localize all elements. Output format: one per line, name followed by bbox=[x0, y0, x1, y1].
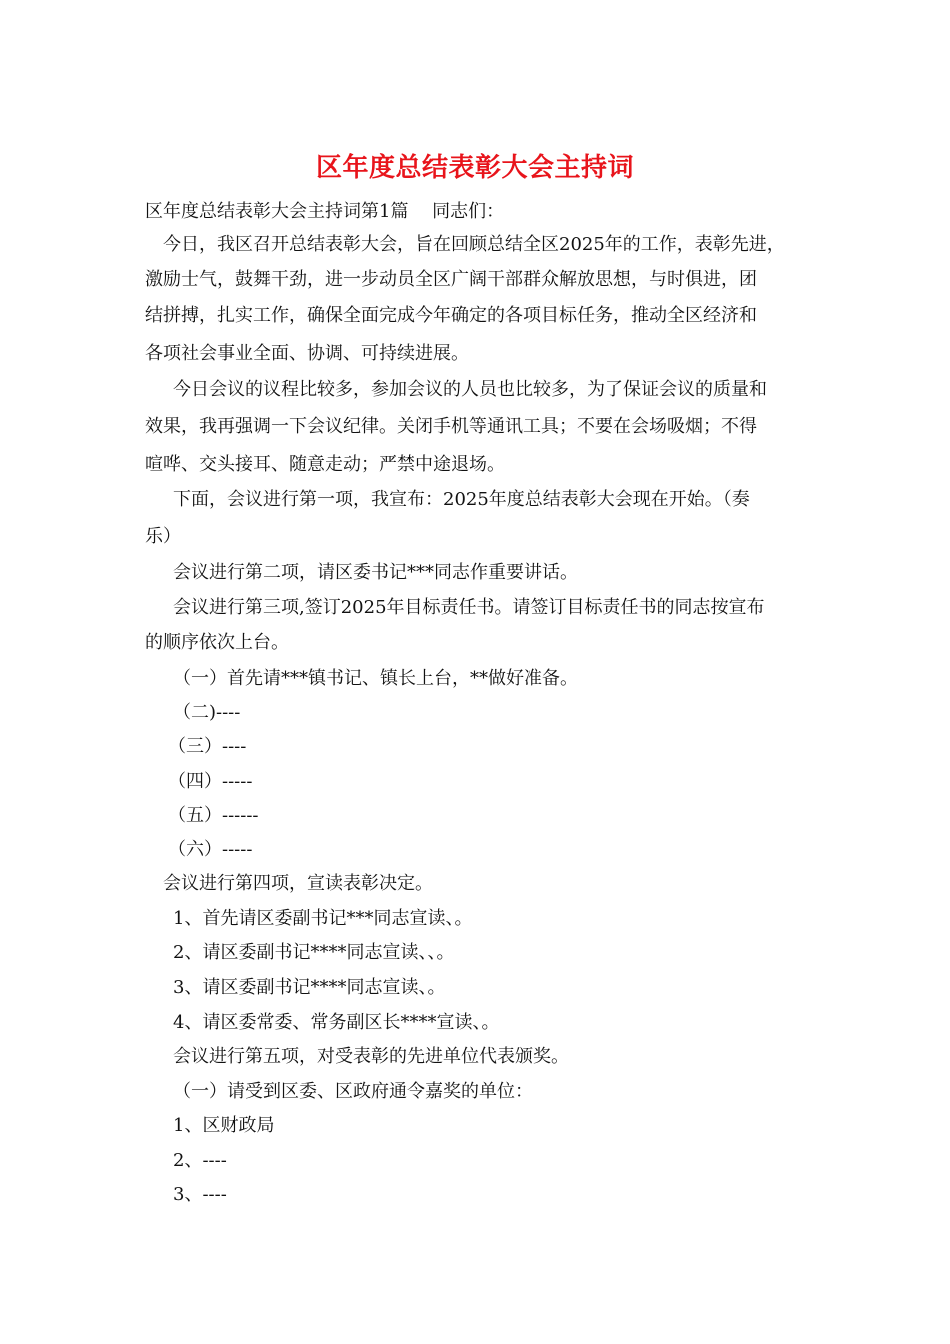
text-line: 今日，我区召开总结表彰大会，旨在回顾总结全区2025年的工作，表彰先进， bbox=[163, 234, 785, 255]
text-line: 今日会议的议程比较多，参加会议的人员也比较多，为了保证会议的质量和 bbox=[173, 379, 767, 400]
text-line: 4、请区委常委、常务副区长****宣读、。 bbox=[173, 1012, 500, 1033]
text-line: 3、请区委副书记****同志宣读、。 bbox=[173, 977, 446, 998]
text-line: 下面，会议进行第一项，我宣布：2025年度总结表彰大会现在开始。（奏 bbox=[173, 489, 750, 510]
text-line: （五）------ bbox=[168, 805, 259, 826]
text-line: （一）首先请***镇书记、镇长上台，**做好准备。 bbox=[173, 668, 578, 689]
text-line: 会议进行第二项，请区委书记***同志作重要讲话。 bbox=[173, 562, 578, 583]
text-line: 1、区财政局 bbox=[173, 1115, 275, 1136]
text-line: 结拼搏，扎实工作，确保全面完成今年确定的各项目标任务，推动全区经济和 bbox=[145, 305, 757, 326]
text-line: 的顺序依次上台。 bbox=[145, 632, 289, 653]
text-line: 2、---- bbox=[173, 1150, 227, 1171]
text-line: （一）请受到区委、区政府通令嘉奖的单位： bbox=[173, 1081, 533, 1102]
text-line: 各项社会事业全面、协调、可持续进展。 bbox=[145, 343, 469, 364]
text-line: 3、---- bbox=[173, 1184, 227, 1205]
text-line: 会议进行第三项,签订2025年目标责任书。请签订目标责任书的同志按宣布 bbox=[173, 597, 765, 618]
text-line: （六）----- bbox=[168, 839, 253, 860]
text-line: 乐） bbox=[145, 526, 181, 547]
text-line: 1、首先请区委副书记***同志宣读、。 bbox=[173, 908, 473, 929]
text-line: 会议进行第五项，对受表彰的先进单位代表颁奖。 bbox=[173, 1046, 569, 1067]
text-line: （二)---- bbox=[173, 702, 241, 723]
text-line: 会议进行第四项，宣读表彰决定。 bbox=[163, 873, 433, 894]
text-line: （四）----- bbox=[168, 771, 253, 792]
text-line: 激励士气，鼓舞干劲，进一步动员全区广阔干部群众解放思想，与时俱进，团 bbox=[145, 269, 757, 290]
text-line: 区年度总结表彰大会主持词第1篇 同志们： bbox=[145, 201, 505, 222]
text-line: 喧哗、交头接耳、随意走动；严禁中途退场。 bbox=[145, 454, 505, 475]
document-title: 区年度总结表彰大会主持词 bbox=[315, 153, 634, 183]
text-line: 效果，我再强调一下会议纪律。关闭手机等通讯工具；不要在会场吸烟；不得 bbox=[145, 416, 757, 437]
text-line: 2、请区委副书记****同志宣读、、。 bbox=[173, 942, 455, 963]
text-line: （三）---- bbox=[168, 736, 247, 757]
